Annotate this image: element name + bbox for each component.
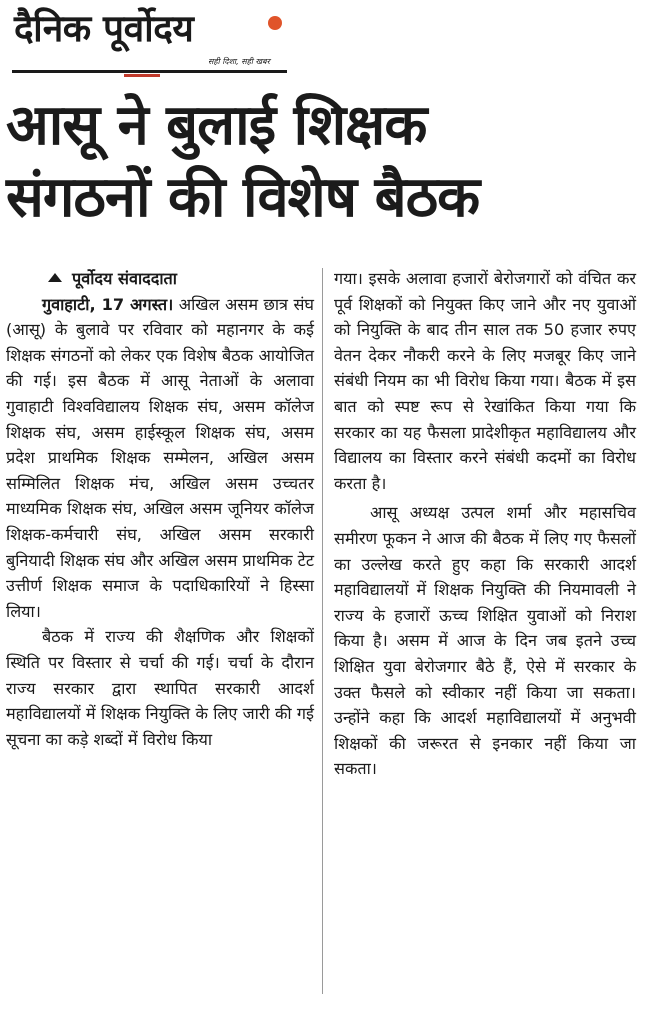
article-headline <box>6 90 638 234</box>
masthead-rule <box>12 70 287 73</box>
article-column-right <box>334 266 636 782</box>
masthead <box>12 4 287 74</box>
newspaper-logo: दैनिक पूर्वोदय <box>14 7 194 50</box>
headline-line-1: आसू ने बुलाई शिक्षक <box>6 93 427 158</box>
headline-line-2: संगठनों की विशेष बैठक <box>6 165 480 230</box>
logo-dot-icon <box>268 16 282 30</box>
dateline: गुवाहाटी, 17 अगस्त। <box>42 294 174 314</box>
masthead-accent-strip <box>124 74 160 77</box>
byline-arrow-icon <box>48 273 62 282</box>
article-paragraph-2-start: बैठक में राज्य की शैक्षणिक और शिक्षकों स्थिति पर विस्तार से चर्चा की गई। चर्चा के दौरान राज्य सरकार द्वारा स्थापित सरकारी आदर्श महाविद्यालयों में शिक्षक नियुक्ति के लिए जारी की गई सूचना का कड़े शब्दों में विरोध किया <box>6 627 314 749</box>
article-paragraph-1 <box>6 292 314 625</box>
article-paragraph-2-continued: गया। इसके अलावा हजारों बेरोजगारों को वंचित कर पूर्व शिक्षकों को नियुक्त किए जाने और नए युवाओं को नियुक्ति के बाद तीन साल तक 50 हजार रुपए वेतन देकर नौकरी करने के लिए मजबूर किए जाने संबंधी नियम का भी विरोध किया गया। बैठक में इस बात को स्पष्ट रूप से रेखांकित किया गया कि सरकार का यह फैसला प्रादेशीकृत महाविद्यालय और विद्यालय का विस्तार करने संबंधी कदमों का विरोध करता है। <box>334 269 636 493</box>
paragraph-1-text: अखिल असम छात्र संघ (आसू) के बुलावे पर रविवार को महानगर के कई शिक्षक संगठनों को लेकर एक विशेष बैठक आयोजित की गई। इस बैठक में आसू नेताओं के अलावा गुवाहाटी विश्वविद्यालय शिक्षक संघ, असम कॉलेज शिक्षक संघ, असम हाईस्कूल शिक्षक संघ, असम प्रदेश प्राथमिक शिक्षक सम्मेलन, अखिल असम सम्मिलित शिक्षक मंच, अखिल असम उच्चतर माध्यमिक शिक्षक संघ, अखिल असम जूनियर कॉलेज शिक्षक-कर्मचारी संघ, अखिल असम सरकारी बुनियादी शिक्षक संघ और अखिल असम प्राथमिक टेट उत्तीर्ण शिक्षक समाज के पदाधिकारियों ने हिस्सा लिया। <box>6 294 314 621</box>
byline <box>6 266 314 292</box>
article-column-left <box>6 266 314 752</box>
article-paragraph-3: आसू अध्यक्ष उत्पल शर्मा और महासचिव समीरण फूकन ने आज की बैठक में लिए गए फैसलों का उल्लेख करते हुए कहा कि सरकारी आदर्श महाविद्यालयों में शिक्षक नियुक्ति की नियमावली ने राज्य के हजारों ऊच्च शिक्षित युवाओं को निराश किया है। असम में आज के दिन जब इतने उच्च शिक्षित युवा बेरोजगार बैठे हैं, ऐसे में सरकार के उक्त फैसले को स्वीकार नहीं किया जा सकता। उन्होंने कहा कि आदर्श महाविद्यालयों में अनुभवी शिक्षकों की जरूरत से इनकार नहीं किया जा सकता। <box>334 503 636 779</box>
byline-text: पूर्वोदय संवाददाता <box>72 269 177 288</box>
column-divider <box>322 268 323 994</box>
newspaper-tagline: सही दिशा, सही खबर <box>208 57 270 66</box>
